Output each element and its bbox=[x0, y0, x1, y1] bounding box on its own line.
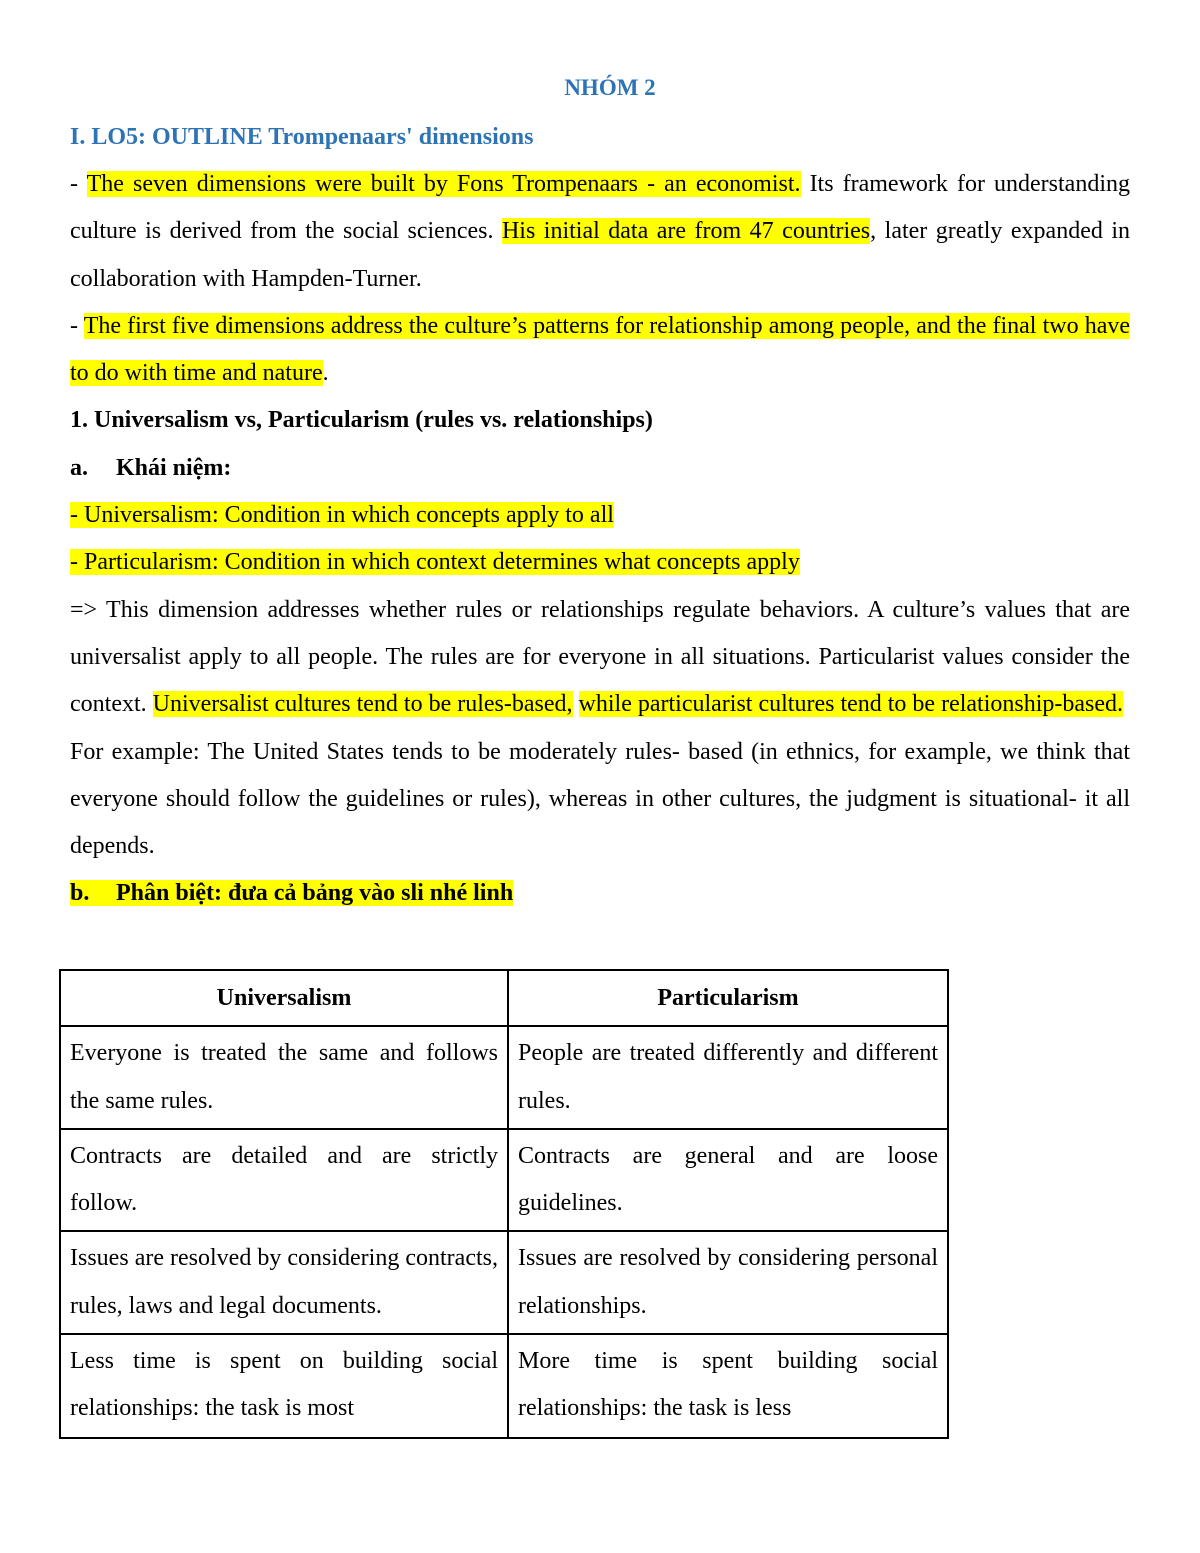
section-heading: I. LO5: OUTLINE Trompenaars' dimensions bbox=[70, 124, 534, 150]
subsection-title: Khái niệm: bbox=[116, 454, 232, 481]
dimension-heading: 1. Universalism vs, Particularism (rules vs. relationships) bbox=[70, 407, 653, 434]
intro-paragraph-1 bbox=[70, 161, 1130, 303]
table-cell: Contracts are detailed and are strictly follow. bbox=[60, 1129, 508, 1232]
table-row bbox=[60, 1026, 948, 1129]
table-cell: Everyone is treated the same and follows the same rules. bbox=[60, 1026, 508, 1129]
dash: - bbox=[70, 312, 84, 339]
subsection-label: a. bbox=[70, 454, 88, 481]
subsection-b-heading bbox=[70, 870, 1130, 917]
highlight-text: while particularist cultures tend to be relationship-based. bbox=[578, 691, 1124, 718]
explanation-paragraph bbox=[70, 587, 1130, 729]
highlight-text: - Universalism: Condition in which concepts apply to all bbox=[70, 502, 614, 529]
column-header-particularism: Particularism bbox=[508, 970, 948, 1026]
table-cell: More time is spent building social relationships: the task is less bbox=[508, 1334, 948, 1438]
table-cell: Less time is spent on building social relationships: the task is most bbox=[60, 1334, 508, 1438]
table-cell: Issues are resolved by considering personal relationships. bbox=[508, 1231, 948, 1334]
table-cell: Contracts are general and are loose guidelines. bbox=[508, 1129, 948, 1232]
definition-universalism bbox=[70, 492, 1130, 539]
comparison-table bbox=[59, 969, 949, 1439]
column-header-universalism: Universalism bbox=[60, 970, 508, 1026]
dash: - bbox=[70, 171, 87, 197]
plain-text: , later greatly expanded in collaboration with Hampden-Turner. bbox=[70, 218, 1131, 292]
highlight-text: The first five dimensions address the culture’s patterns for relationship among people, and the final two have to do with time and nature bbox=[70, 312, 1131, 387]
intro-paragraph-2 bbox=[70, 303, 1130, 398]
table-row bbox=[60, 1129, 948, 1232]
group-title: NHÓM 2 bbox=[564, 75, 656, 100]
highlight-text: - Particularism: Condition in which context determines what concepts apply bbox=[70, 549, 800, 576]
table-header-row bbox=[60, 970, 948, 1026]
example-paragraph: For example: The United States tends to be moderately rules- based (in ethnics, for example, we think that everyone should follow the guidelines or rules), whereas in other cultures, the judgment is situational- it all depends. bbox=[70, 738, 1130, 860]
plain-text: Its framework for understanding culture is derived from the social sciences. bbox=[70, 171, 1130, 245]
plain-text: . bbox=[322, 360, 329, 387]
table-row bbox=[60, 1334, 948, 1438]
plain-text bbox=[573, 691, 579, 717]
highlight-text: His initial data are from 47 countries bbox=[501, 218, 871, 245]
subsection-a-heading bbox=[70, 445, 1130, 492]
table-cell: People are treated differently and different rules. bbox=[508, 1026, 948, 1129]
document-page bbox=[70, 62, 1130, 918]
table-row bbox=[60, 1231, 948, 1334]
definition-particularism bbox=[70, 539, 1130, 586]
subsection-title: Phân biệt: đưa cả bảng vào sli nhé linh bbox=[116, 880, 514, 907]
table-cell: Issues are resolved by considering contracts, rules, laws and legal documents. bbox=[60, 1231, 508, 1334]
plain-text: => This dimension addresses whether rules or relationships regulate behaviors. A culture’s values that are universalist apply to all people. The rules are for everyone in all situations. Particularist values consider the context. bbox=[70, 596, 1130, 718]
highlight-text: The seven dimensions were built by Fons Trompenaars - an economist. bbox=[86, 171, 801, 197]
subsection-label: b. bbox=[70, 880, 90, 907]
highlight-text: Universalist cultures tend to be rules-based, bbox=[152, 691, 573, 718]
